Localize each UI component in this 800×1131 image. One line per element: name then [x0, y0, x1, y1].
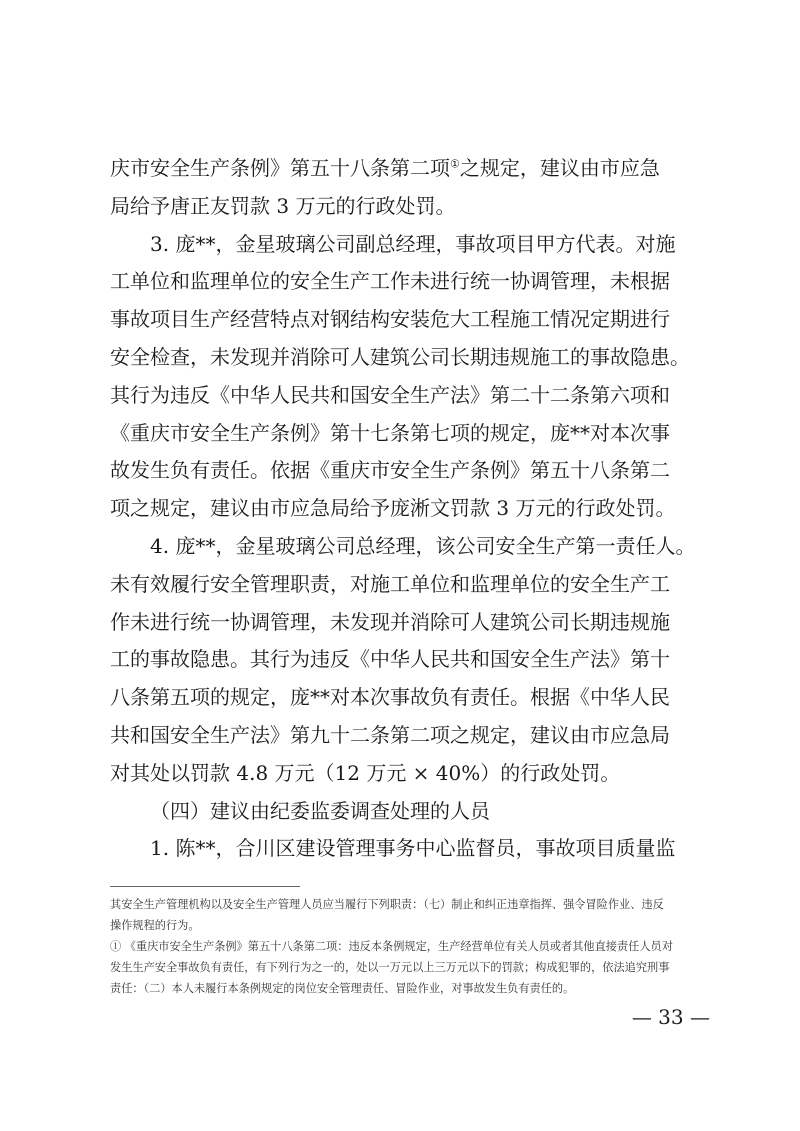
footnote-marker: ①	[450, 157, 460, 171]
body-text	[110, 150, 712, 868]
body-line: 《重庆市安全生产条例》第十七条第七项的规定，庞**对本次事	[110, 420, 670, 445]
body-line: 作未进行统一协调管理，未发现并消除可人建筑公司长期违规施	[110, 609, 670, 634]
body-line: 工单位和监理单位的安全生产工作未进行统一协调管理，未根据	[110, 269, 670, 294]
body-line: 3. 庞**，金星玻璃公司副总经理，事故项目甲方代表。对施	[150, 231, 676, 256]
footnotes	[110, 894, 712, 999]
body-line: 故发生负有责任。依据《重庆市安全生产条例》第五十八条第二	[110, 458, 670, 483]
body-line: 共和国安全生产法》第九十二条第二项之规定，建议由市应急局	[110, 722, 670, 747]
body-line: 对其处以罚款 4.8 万元（12 万元 × 40%）的行政处罚。	[110, 760, 621, 785]
footnote-line: ① 《重庆市安全生产条例》第五十八条第二项：违反本条例规定，生产经营单位有关人员或者其他直接责任人员对	[110, 940, 673, 953]
body-line: 项之规定，建议由市应急局给予庞淅文罚款 3 万元的行政处罚。	[110, 496, 676, 521]
body-line: 1. 陈**，合川区建设管理事务中心监督员，事故项目质量监	[150, 836, 676, 861]
section-heading: （四）建议由纪委监委调查处理的人员	[150, 798, 490, 823]
footnote-line: 其安全生产管理机构以及安全生产管理人员应当履行下列职责：（七）制止和纠正违章指挥、强令冒险作业、违反	[110, 898, 664, 911]
footnote-line: 操作规程的行为。	[110, 919, 200, 932]
footnote-line: 发生生产安全事故负有责任，有下列行为之一的，处以一万元以上三万元以下的罚款；构成犯罪的，依法追究刑事	[110, 961, 670, 974]
body-line: 局给予唐正友罚款 3 万元的行政处罚。	[110, 193, 456, 218]
body-line: 工的事故隐患。其行为违反《中华人民共和国安全生产法》第十	[110, 647, 670, 672]
body-line: 八条第五项的规定，庞**对本次事故负有责任。根据《中华人民	[110, 685, 670, 710]
page-number: — 33 —	[631, 1005, 710, 1029]
body-line: 事故项目生产经营特点对钢结构安装危大工程施工情况定期进行	[110, 307, 670, 332]
body-line: 4. 庞**，金星玻璃公司总经理，该公司安全生产第一责任人。	[150, 533, 696, 558]
body-line: 安全检查，未发现并消除可人建筑公司长期违规施工的事故隐患。	[110, 344, 690, 369]
footnote-line: 责任：（二）本人未履行本条例规定的岗位安全管理责任、冒险作业，对事故发生负有责任的。	[110, 982, 575, 995]
body-line: 其行为违反《中华人民共和国安全生产法》第二十二条第六项和	[110, 382, 670, 407]
body-line: 庆市安全生产条例》第五十八条第二项①之规定，建议由市应急	[110, 156, 660, 180]
footnote-divider	[110, 886, 300, 887]
body-line: 未有效履行安全管理职责，对施工单位和监理单位的安全生产工	[110, 571, 670, 596]
